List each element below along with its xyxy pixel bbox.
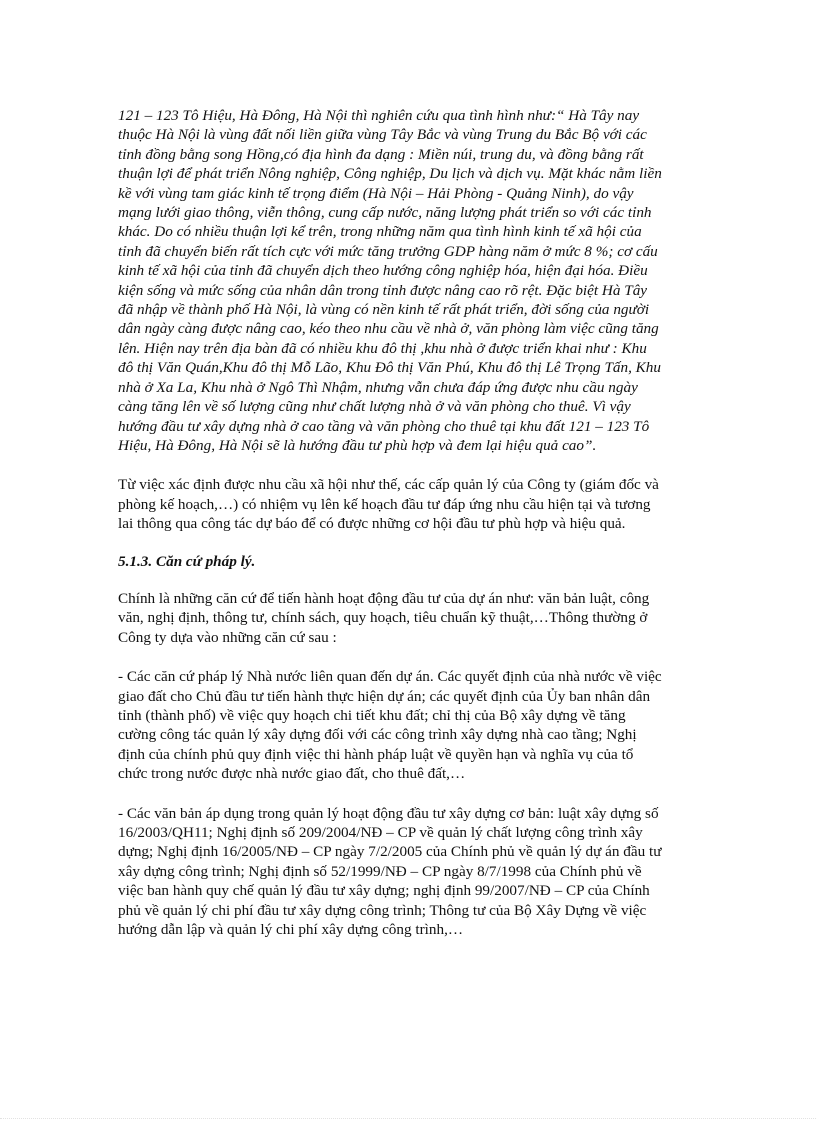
- quote-paragraph: [118, 106, 694, 455]
- text-line: thuộc Hà Nội là vùng đất nối liền giữa vùng Tây Bắc và vùng Trung du Bắc Bộ với các: [118, 126, 647, 144]
- text-line: Hiệu, Hà Đông, Hà Nội sẽ là hướng đầu tư phù hợp và đem lại hiệu quả cao”.: [118, 436, 597, 454]
- text-line: Chính là những căn cứ để tiến hành hoạt động đầu tư của dự án như: văn bản luật, công: [118, 589, 650, 607]
- section-heading: 5.1.3. Căn cứ pháp lý.: [118, 552, 256, 570]
- text-line: tỉnh (thành phố) về việc quy hoạch chi tiết khu đất; chỉ thị của Bộ xây dựng về tăng: [118, 706, 626, 724]
- text-line: dân ngày càng được nâng cao, kéo theo nhu cầu về nhà ở, văn phòng làm việc cũng tăng: [118, 320, 659, 338]
- body-paragraph: [118, 804, 694, 940]
- text-line: hướng đầu tư xây dựng nhà ở cao tầng và văn phòng cho thuê tại khu đất 121 – 123 Tô: [118, 417, 650, 435]
- text-line: lên. Hiện nay trên địa bàn đã có nhiều khu đô thị ,khu nhà ở được triển khai như : Khu: [118, 339, 647, 357]
- document-page: [118, 96, 694, 939]
- text-line: mạng lưới giao thông, viễn thông, cung cấp nước, năng lượng phát triển so với các tỉnh: [118, 204, 652, 222]
- page-bottom-rule: [0, 1118, 816, 1119]
- text-line: dựng; Nghị định 16/2005/NĐ – CP ngày 7/2/2005 của Chính phủ về quản lý dự án đầu tư: [118, 843, 662, 861]
- text-line: xây dựng công trình; Nghị định số 52/1999/NĐ – CP ngày 8/7/1998 của Chính phủ về: [118, 862, 642, 880]
- text-line: phòng kế hoạch,…) có nhiệm vụ lên kế hoạch đầu tư đáp ứng nhu cầu hiện tại và tương: [118, 495, 651, 513]
- text-line: việc ban hành quy chế quản lý đầu tư xây dựng; nghị định 99/2007/NĐ – CP của Chính: [118, 882, 650, 900]
- text-line: kề với vùng tam giác kinh tế trọng điểm (Hà Nội – Hải Phòng - Quảng Ninh), do vậy: [118, 184, 634, 202]
- text-line: văn, nghị định, thông tư, chính sách, quy hoạch, tiêu chuẩn kỹ thuật,…Thông thường ở: [118, 609, 648, 627]
- text-line: nhà ở Xa La, Khu nhà ở Ngô Thì Nhậm, nhưng vẫn chưa đáp ứng được nhu cầu ngày: [118, 378, 638, 396]
- text-line: đã nhập về thành phố Hà Nội, là vùng có nền kinh tế rất phát triển, đời sống của người: [118, 301, 650, 319]
- body-paragraph: [118, 475, 694, 533]
- text-line: Từ việc xác định được nhu cầu xã hội như thế, các cấp quản lý của Công ty (giám đốc và: [118, 476, 659, 494]
- text-line: - Các căn cứ pháp lý Nhà nước liên quan đến dự án. Các quyết định của nhà nước về việc: [118, 668, 662, 686]
- text-line: kinh tế xã hội của tỉnh đã chuyển dịch theo hướng công nghiệp hóa, hiện đại hóa. Điều: [118, 262, 648, 280]
- text-line: 121 – 123 Tô Hiệu, Hà Đông, Hà Nội thì nghiên cứu qua tình hình như:“ Hà Tây nay: [118, 107, 640, 124]
- text-line: hướng dẫn lập và quản lý chi phí xây dựng công trình,…: [118, 921, 464, 939]
- text-line: tỉnh đồng bằng song Hồng,có địa hình đa dạng : Miền núi, trung du, và đồng bằng rất: [118, 145, 644, 163]
- text-line: phủ về quản lý chi phí đầu tư xây dựng công trình; Thông tư của Bộ Xây Dựng về việc: [118, 901, 647, 919]
- text-line: khác. Do có nhiều thuận lợi kể trên, trong những năm qua tình hình kinh tế xã hội của: [118, 223, 642, 241]
- text-line: kiện sống và mức sống của nhân dân trong tỉnh được nâng cao rõ rệt. Đặc biệt Hà Tây: [118, 281, 648, 299]
- text-line: chức trong nước được nhà nước giao đất, cho thuê đất,…: [118, 765, 466, 783]
- text-line: lai thông qua công tác dự báo để có được những cơ hội đầu tư phù hợp và hiệu quả.: [118, 515, 626, 533]
- text-line: đô thị Văn Quán,Khu đô thị Mỗ Lão, Khu Đô thị Văn Phú, Khu đô thị Lê Trọng Tấn, Khu: [118, 359, 661, 377]
- text-line: - Các văn bản áp dụng trong quản lý hoạt động đầu tư xây dựng cơ bản: luật xây dựng số: [118, 804, 659, 822]
- text-line: thuận lợi để phát triển Nông nghiệp, Công nghiệp, Du lịch và dịch vụ. Mặt khác nằm liền: [118, 165, 662, 183]
- text-line: Công ty dựa vào những căn cứ sau :: [118, 628, 337, 646]
- body-paragraph: [118, 667, 694, 783]
- text-line: định của chính phủ quy định việc thi hành pháp luật về quyền hạn và nghĩa vụ của tổ: [118, 745, 634, 763]
- text-line: tỉnh đã chuyển biến rất tích cực với mức tăng trưởng GDP hàng năm ở mức 8 %; cơ cấu: [118, 242, 658, 260]
- body-paragraph: [118, 589, 694, 647]
- text-line: giao đất cho Chủ đầu tư tiến hành thực hiện dự án; các quyết định của Ủy ban nhân dân: [118, 687, 651, 705]
- text-line: cường công tác quản lý xây dựng đối với các công trình xây dựng nhà cao tầng; Nghị: [118, 726, 637, 744]
- text-line: càng tăng lên về số lượng cũng như chất lượng nhà ở và văn phòng cho thuê. Vì vậy: [118, 398, 631, 416]
- text-line: 16/2003/QH11; Nghị định số 209/2004/NĐ – CP về quản lý chất lượng công trình xây: [118, 824, 643, 841]
